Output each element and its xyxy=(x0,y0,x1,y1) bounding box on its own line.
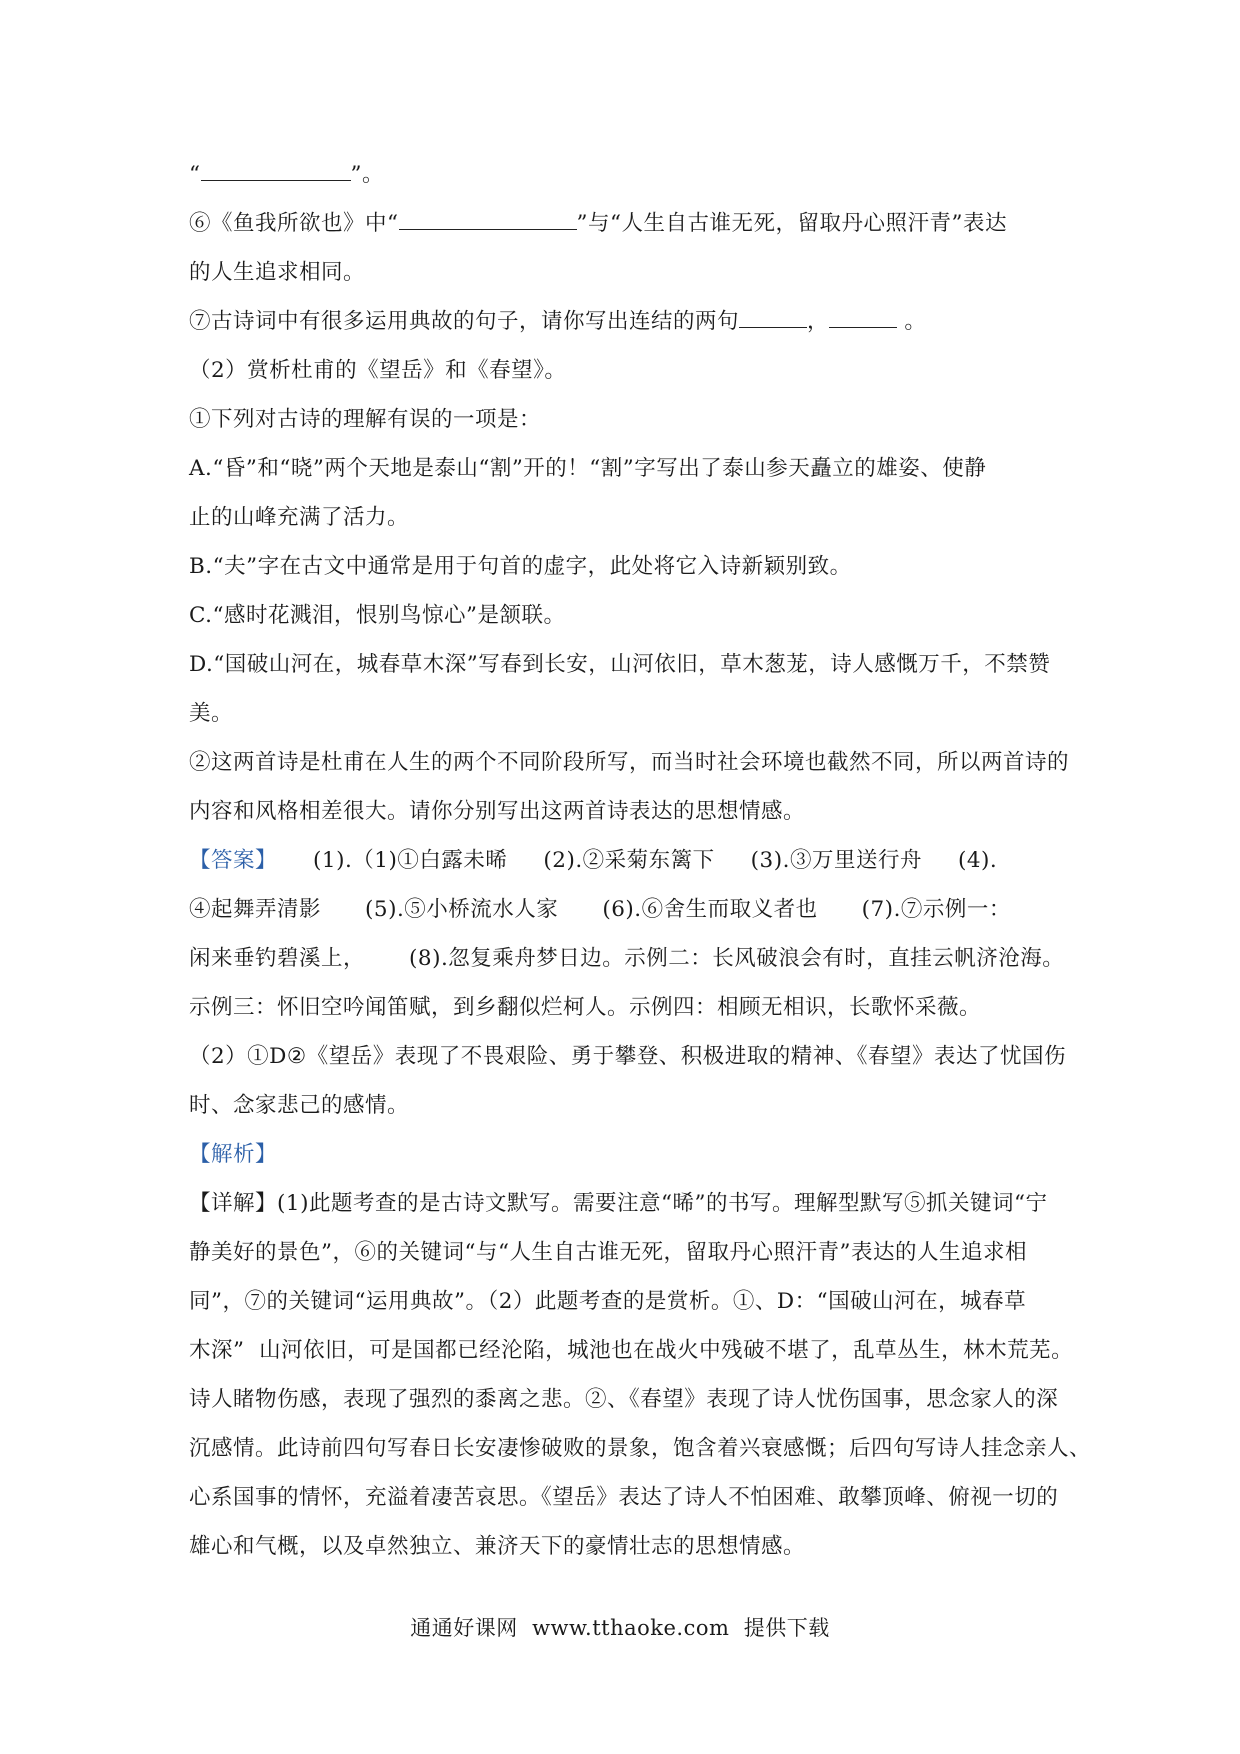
option-c: C.“感时花溅泪，恨别鸟惊心”是颔联。 xyxy=(189,603,566,628)
analysis-heading xyxy=(189,1130,1059,1179)
answer-item: 闲来垂钓碧溪上， xyxy=(189,946,366,971)
fill-in-line-5 xyxy=(189,150,1059,199)
answer-blank xyxy=(739,303,807,328)
open-quote: “ xyxy=(189,162,201,187)
answer-item: (3).③万里送行舟 xyxy=(750,848,922,873)
analysis-line-6: 沉感情。此诗前四句写春日长安凄惨破败的景象，饱含着兴衰感慨；后四句写诗人挂念亲人、 xyxy=(189,1436,1092,1461)
analysis-line-5: 诗人睹物伤感，表现了强烈的黍离之悲。②、《春望》表现了诗人忧伤国事，思念家人的深 xyxy=(189,1387,1059,1412)
analysis-tag: 【解析】 xyxy=(189,1142,278,1167)
option-d: D.“国破山河在，城春草木深”写春到长安，山河依旧，草木葱茏，诗人感慨万千，不禁赞 xyxy=(189,652,1051,677)
answer-item: (8).忽复乘舟梦日边。示例二：长风破浪会有时，直挂云帆济沧海。 xyxy=(409,946,1065,971)
answer-line-3 xyxy=(189,934,1065,983)
subquestion-2: ②这两首诗是杜甫在人生的两个不同阶段所写，而当时社会环境也截然不同，所以两首诗的 xyxy=(189,750,1070,775)
answer-blank xyxy=(201,156,351,181)
answer-line-5: （2）①D②《望岳》表现了不畏艰险、勇于攀登、积极进取的精神、《春望》表达了忧国伤 xyxy=(189,1044,1066,1069)
question-7-text: ⑦古诗词中有很多运用典故的句子，请你写出连结的两句 xyxy=(189,309,740,334)
close-quote: ”。 xyxy=(350,162,384,187)
question-6-line xyxy=(189,199,1059,248)
option-b: B.“夫”字在古文中通常是用于句首的虚字，此处将它入诗新颖别致。 xyxy=(189,554,852,579)
part-2-heading: （2）赏析杜甫的《望岳》和《春望》。 xyxy=(189,358,567,383)
answer-line-2 xyxy=(189,885,1059,934)
question-6-line-2: 的人生追求相同。 xyxy=(189,260,366,285)
answer-item: (2).②采菊东篱下 xyxy=(543,848,715,873)
subquestion-1: ①下列对古诗的理解有误的一项是： xyxy=(189,407,542,432)
answer-item: (6).⑥舍生而取义者也 xyxy=(602,897,818,922)
answer-item: (5).⑤小桥流水人家 xyxy=(365,897,559,922)
answer-item: (1).（1)①白露未晞 xyxy=(313,848,508,873)
analysis-line-1 xyxy=(189,1179,1059,1228)
question-6-text: ⑥《鱼我所欲也》中“ xyxy=(189,211,399,236)
detail-tag: 【详解】 xyxy=(189,1191,278,1216)
analysis-line-4: 木深” 山河依旧，可是国都已经沦陷，城池也在战火中残破不堪了，乱草丛生，林木荒芜。 xyxy=(189,1338,1074,1363)
answer-item: ④起舞弄清影 xyxy=(189,897,322,922)
answer-item: (4). xyxy=(957,848,998,873)
comma: ， xyxy=(807,309,830,334)
question-6-text-cont: ”与“人生自古谁无死，留取丹心照汗青”表达 xyxy=(576,211,1007,236)
analysis-line-8: 雄心和气概，以及卓然独立、兼济天下的豪情壮志的思想情感。 xyxy=(189,1534,806,1559)
answer-line-6: 时、念家悲己的感情。 xyxy=(189,1093,410,1118)
option-a-cont: 止的山峰充满了活力。 xyxy=(189,505,410,530)
answer-blank xyxy=(829,303,897,328)
answer-item: (7).⑦示例一： xyxy=(861,897,1011,922)
analysis-line-3: 同”，⑦的关键词“运用典故”。（2）此题考查的是赏析。①、D：“国破山河在，城春草 xyxy=(189,1289,1027,1314)
period: 。 xyxy=(897,309,927,334)
subquestion-2-cont: 内容和风格相差很大。请你分别写出这两首诗表达的思想情感。 xyxy=(189,799,806,824)
answer-line-4: 示例三：怀旧空吟闻笛赋，到乡翻似烂柯人。示例四：相顾无相识，长歌怀采薇。 xyxy=(189,995,982,1020)
document-body xyxy=(189,150,1092,1571)
analysis-text: (1)此题考查的是古诗文默写。需要注意“晞”的书写。理解型默写⑤抓关键词“宁 xyxy=(277,1191,1048,1216)
question-7-line xyxy=(189,297,1059,346)
page-footer: 通通好课网 www.tthaoke.com 提供下载 xyxy=(410,1616,830,1640)
analysis-line-7: 心系国事的情怀，充溢着凄苦哀思。《望岳》表达了诗人不怕困难、敢攀顶峰、俯视一切的 xyxy=(189,1485,1059,1510)
answer-line-1 xyxy=(189,836,1059,885)
analysis-line-2: 静美好的景色”，⑥的关键词“与“人生自古谁无死，留取丹心照汗青”表达的人生追求相 xyxy=(189,1240,1027,1265)
option-d-cont: 美。 xyxy=(189,701,234,726)
option-a: A.“昏”和“晓”两个天地是泰山“割”开的！“割”字写出了泰山参天矗立的雄姿、使静 xyxy=(189,456,987,481)
answer-blank xyxy=(399,205,577,230)
answer-tag: 【答案】 xyxy=(189,848,278,873)
